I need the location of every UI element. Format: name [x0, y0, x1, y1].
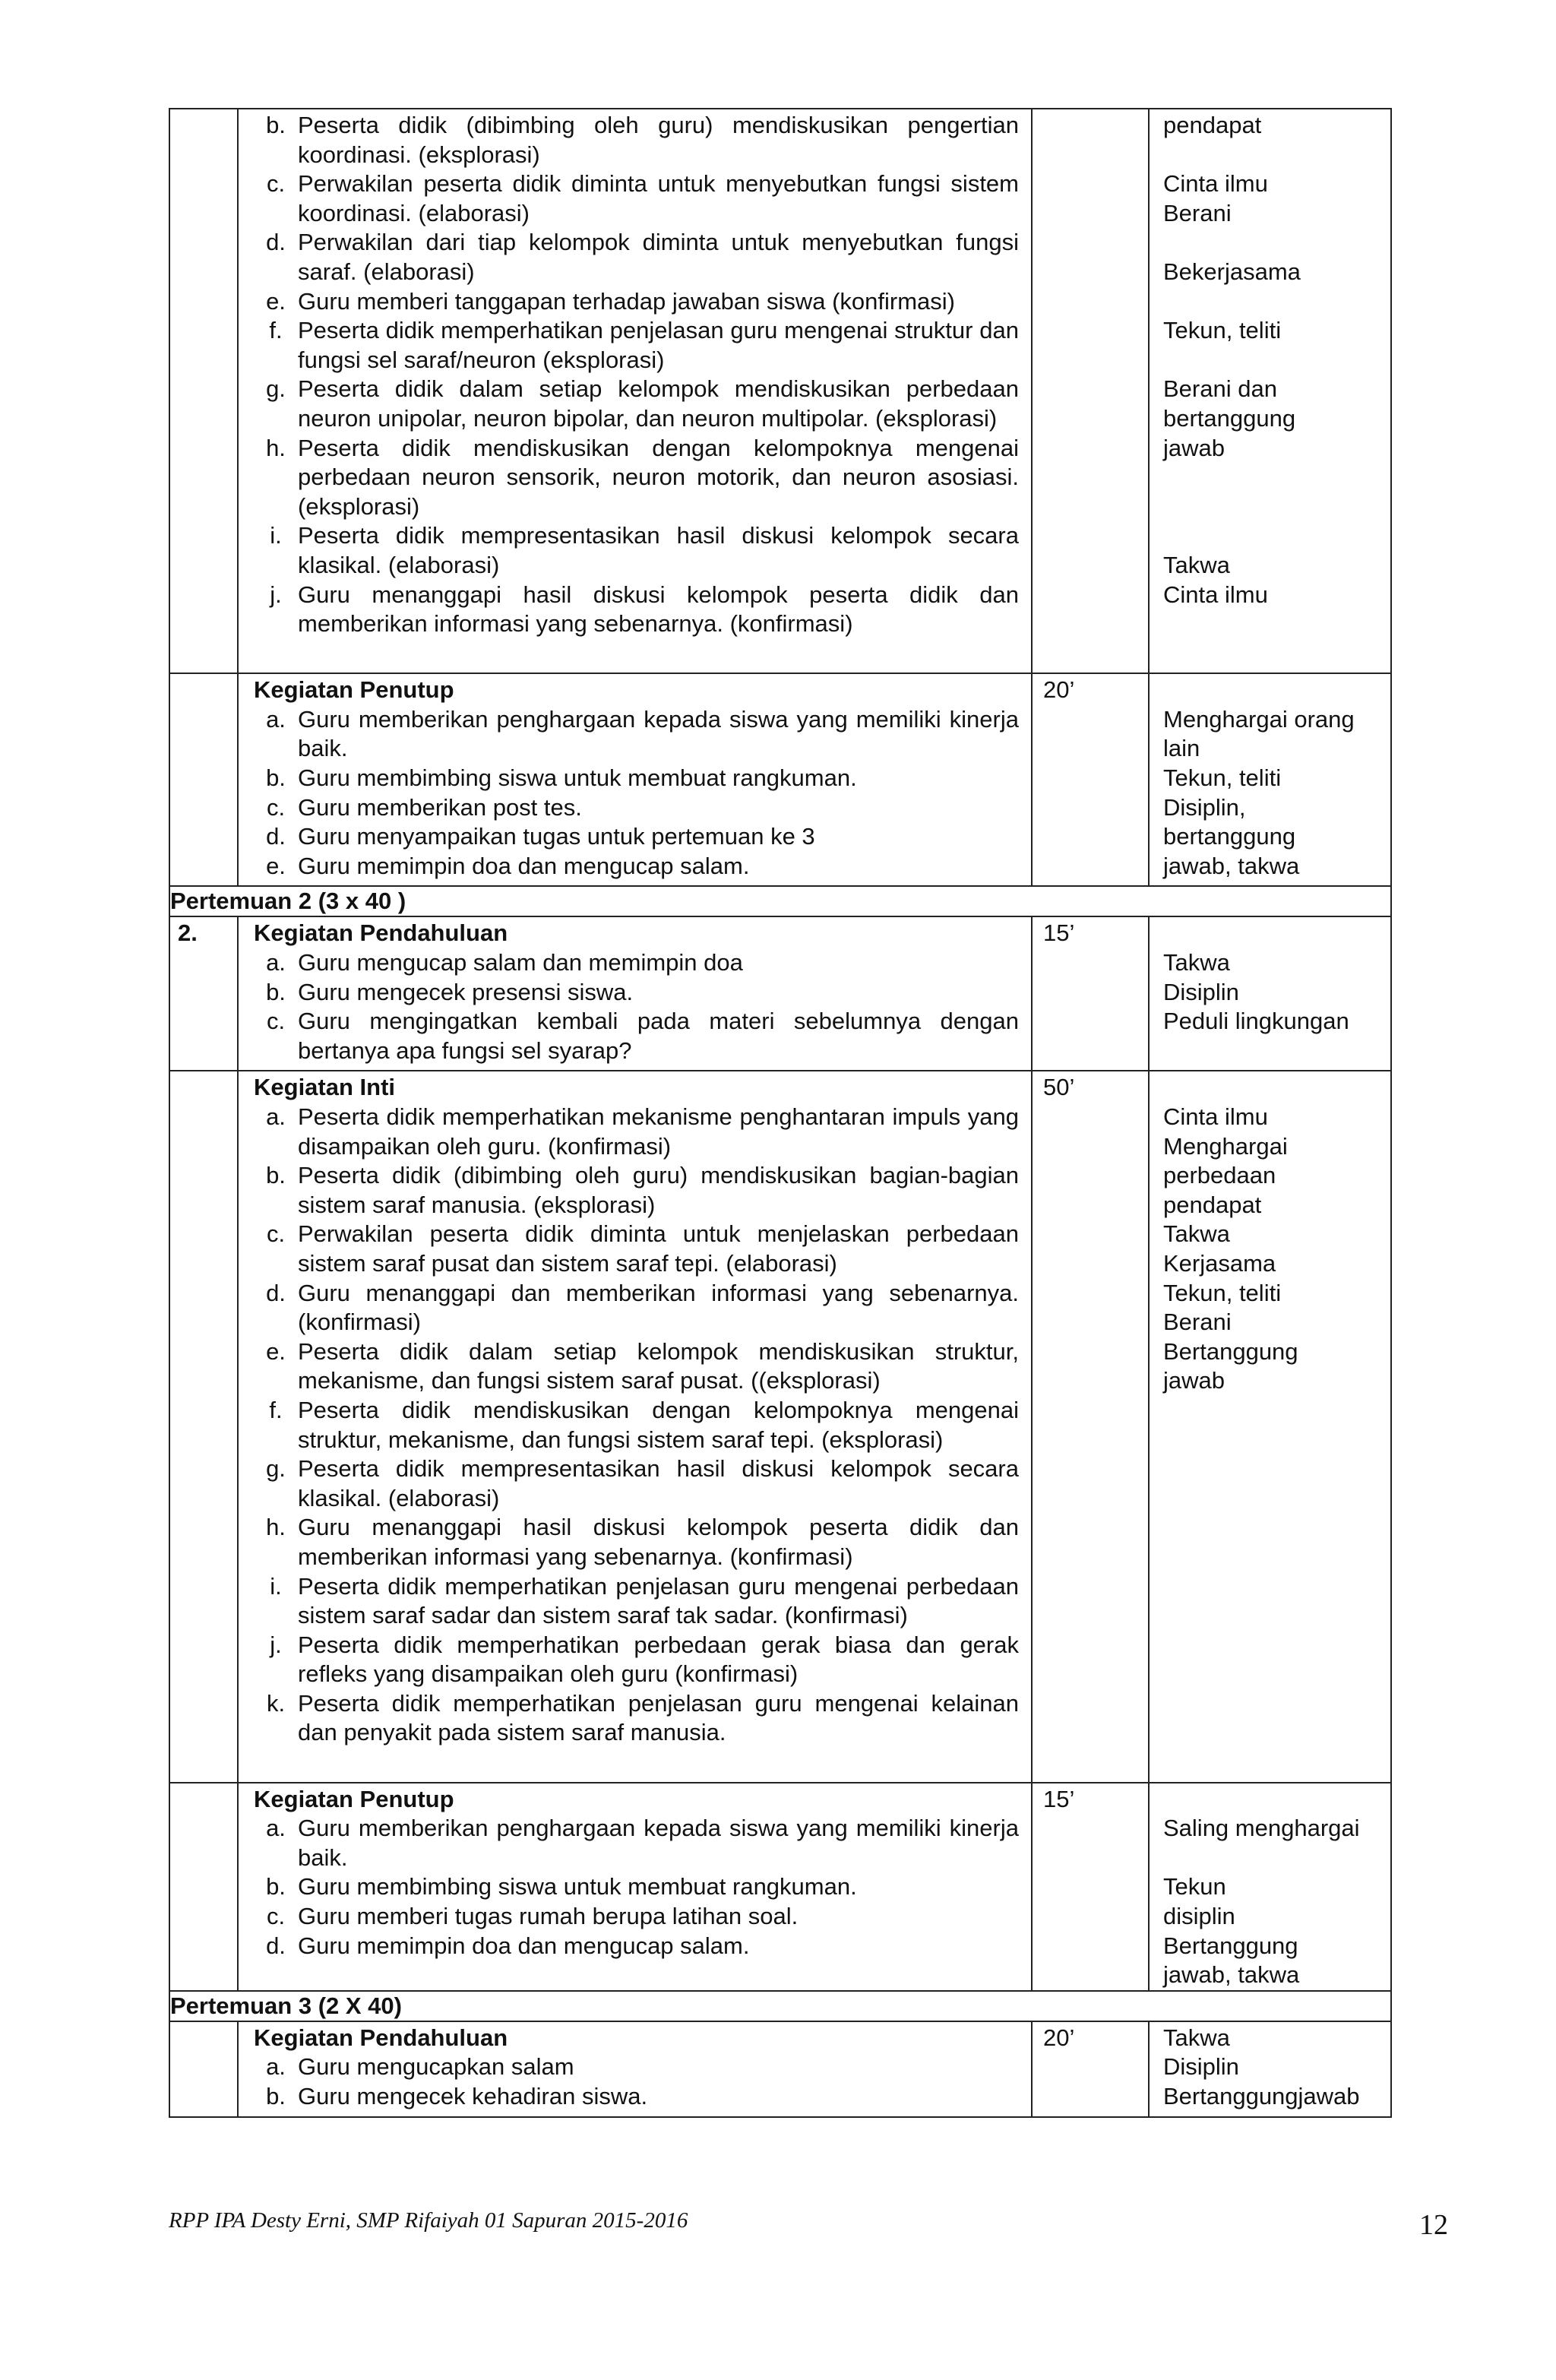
item-marker: a. — [266, 1103, 286, 1130]
time-cell — [1032, 109, 1149, 673]
character-values-cell — [1149, 109, 1391, 673]
item-text: Peserta didik dalam setiap kelompok mendiskusikan perbedaan neuron unipolar, neuron bipolar, dan neuron multipolar. (eksplorasi) — [298, 375, 1019, 432]
time-allocation — [1033, 109, 1148, 111]
activity-cell — [238, 916, 1032, 1071]
item-text: Guru memimpin doa dan mengucap salam. — [298, 1932, 750, 1959]
time-allocation: 20’ — [1043, 2024, 1075, 2051]
activity-title: Kegiatan Inti — [254, 1074, 396, 1101]
item-text: Guru menanggapi dan memberikan informasi yang sebenarnya. (konfirmasi) — [298, 1279, 1019, 1336]
item-marker: b. — [266, 764, 286, 792]
item-text: Peserta didik memperhatikan penjelasan guru mengenai perbedaan sistem saraf sadar dan sistem saraf tak sadar. (konfirmasi) — [298, 1572, 1019, 1629]
activity-item — [254, 581, 1019, 639]
activity-item — [254, 1513, 1019, 1571]
character-values-cell — [1149, 1783, 1391, 1991]
activity-item — [254, 1103, 1019, 1161]
item-text: Peserta didik memperhatikan perbedaan gerak biasa dan gerak refleks yang disampaikan oleh guru (konfirmasi) — [298, 1631, 1019, 1688]
item-text: Guru mengecek kehadiran siswa. — [298, 2083, 648, 2109]
item-text: Guru menanggapi hasil diskusi kelompok peserta didik dan memberikan informasi yang sebenarnya. (konfirmasi) — [298, 1514, 1019, 1570]
item-text: Guru membimbing siswa untuk membuat rangkuman. — [298, 1873, 857, 1901]
activity-cell — [238, 2021, 1032, 2117]
item-marker: e. — [266, 287, 286, 315]
activity-item — [254, 2082, 1019, 2112]
row-number — [170, 109, 237, 111]
item-text: Guru mengucapkan salam — [298, 2053, 574, 2081]
activity-item — [254, 793, 1019, 823]
item-marker: d. — [266, 229, 286, 256]
activity-cell — [238, 1071, 1032, 1782]
meeting-heading-row — [169, 886, 1391, 916]
item-marker: d. — [266, 1279, 286, 1306]
activity-content — [239, 1071, 1031, 1781]
activity-title: Kegiatan Penutup — [254, 1785, 454, 1812]
row-number — [170, 2022, 237, 2024]
activity-item — [254, 1279, 1019, 1337]
item-text: Guru mengucap salam dan memimpin doa — [298, 949, 743, 976]
activity-item — [254, 287, 1019, 317]
character-values: Takwa Disiplin Bertanggungjawab — [1163, 2024, 1360, 2109]
activity-content — [239, 1783, 1031, 1966]
meeting-heading-row — [169, 1991, 1391, 2021]
item-marker: j. — [270, 581, 282, 608]
activity-content — [239, 917, 1031, 1070]
item-text: Guru membimbing siswa untuk membuat rangkuman. — [298, 764, 857, 792]
item-text: Peserta didik mendiskusikan dengan kelompoknya mengenai perbedaan neuron sensorik, neuron motorik, dan neuron asosiasi. (eksplorasi) — [298, 434, 1019, 520]
activity-row — [169, 2021, 1391, 2117]
activity-title: Kegiatan Pendahuluan — [254, 2024, 508, 2051]
activity-title: Kegiatan Penutup — [254, 676, 454, 704]
time-cell — [1032, 673, 1149, 886]
item-marker: a. — [266, 2053, 286, 2081]
time-allocation: 15’ — [1043, 919, 1075, 947]
item-marker: c. — [266, 1008, 286, 1035]
activity-row — [169, 1071, 1391, 1782]
row-number-cell — [169, 1783, 238, 1991]
row-number — [170, 1783, 237, 1785]
character-values-cell — [1149, 1071, 1391, 1782]
time-cell — [1032, 1783, 1149, 1991]
row-number-cell — [169, 1071, 238, 1782]
activity-cell — [238, 1783, 1032, 1991]
activity-item — [254, 169, 1019, 228]
activity-item — [254, 1220, 1019, 1278]
activity-item — [254, 316, 1019, 375]
row-number-cell — [169, 109, 238, 673]
activity-content — [239, 674, 1031, 885]
item-marker: g. — [266, 1455, 286, 1483]
item-marker: b. — [266, 2083, 286, 2109]
activity-item — [254, 375, 1019, 433]
activity-item — [254, 978, 1019, 1008]
row-number-cell — [169, 673, 238, 886]
activity-item — [254, 521, 1019, 580]
row-number — [170, 674, 237, 676]
item-marker: j. — [270, 1631, 282, 1658]
time-allocation: 50’ — [1043, 1074, 1075, 1101]
item-marker: d. — [266, 1932, 286, 1959]
activity-item — [254, 852, 1019, 881]
item-marker: a. — [266, 1815, 286, 1842]
item-marker: b. — [266, 978, 286, 1005]
item-marker: c. — [266, 793, 286, 821]
activity-row — [169, 109, 1391, 673]
character-values-cell — [1149, 916, 1391, 1071]
item-text: Peserta didik memperhatikan mekanisme penghantaran impuls yang disampaikan oleh guru. (konfirmasi) — [298, 1103, 1019, 1160]
activity-item — [254, 1396, 1019, 1454]
activity-item — [254, 1689, 1019, 1748]
activity-content — [239, 109, 1031, 673]
activity-cell — [238, 673, 1032, 886]
meeting-heading: Pertemuan 3 (2 X 40) — [169, 1991, 1391, 2021]
activity-content — [239, 2022, 1031, 2116]
activity-item — [254, 1337, 1019, 1396]
item-text: Guru memberi tanggapan terhadap jawaban siswa (konfirmasi) — [298, 287, 955, 315]
item-marker: c. — [266, 170, 286, 198]
activity-item — [254, 1161, 1019, 1220]
item-marker: e. — [266, 852, 286, 879]
page-number: 12 — [1419, 2209, 1448, 2241]
character-values-cell — [1149, 2021, 1391, 2117]
activity-item — [254, 1872, 1019, 1902]
meeting-heading: Pertemuan 2 (3 x 40 ) — [169, 886, 1391, 916]
item-marker: f. — [269, 317, 283, 344]
item-text: Peserta didik mempresentasikan hasil diskusi kelompok secara klasikal. (elaborasi) — [298, 1455, 1019, 1511]
activity-item — [254, 822, 1019, 852]
item-marker: b. — [266, 1873, 286, 1901]
activity-item — [254, 1814, 1019, 1872]
item-text: Guru memberi tugas rumah berupa latihan soal. — [298, 1903, 799, 1930]
footer-text: RPP IPA Desty Erni, SMP Rifaiyah 01 Sapuran 2015-2016 — [169, 2208, 688, 2233]
activity-item — [254, 228, 1019, 286]
item-marker: a. — [266, 705, 286, 733]
item-text: Perwakilan peserta didik diminta untuk menyebutkan fungsi sistem koordinasi. (elaborasi) — [298, 170, 1019, 226]
activity-row — [169, 916, 1391, 1071]
activity-row — [169, 673, 1391, 886]
item-text: Peserta didik dalam setiap kelompok mendiskusikan struktur, mekanisme, dan fungsi sistem saraf pusat. ((eksplorasi) — [298, 1337, 1019, 1394]
row-number — [170, 1071, 237, 1073]
character-values: Takwa Disiplin Peduli lingkungan — [1163, 949, 1349, 1035]
character-values: pendapat Cinta ilmu Berani Bekerjasama Tekun, teliti Berani dan bertanggung jawab Takwa Cinta ilmu — [1163, 112, 1301, 608]
character-values: Cinta ilmu Menghargai perbedaan pendapat Takwa Kerjasama Tekun, teliti Berani Bertanggung jawab — [1163, 1103, 1298, 1394]
item-marker: c. — [266, 1220, 286, 1248]
item-text: Peserta didik memperhatikan penjelasan guru mengenai kelainan dan penyakit pada sistem saraf manusia. — [298, 1689, 1019, 1746]
activity-item — [254, 1932, 1019, 1961]
lesson-plan-table-body — [169, 109, 1391, 2117]
item-marker: e. — [266, 1337, 286, 1365]
item-marker: b. — [266, 112, 286, 138]
character-values: Saling menghargai Tekun disiplin Bertanggung jawab, takwa — [1163, 1815, 1360, 1989]
item-marker: i. — [270, 1572, 282, 1600]
time-cell — [1032, 2021, 1149, 2117]
character-values: Menghargai orang lain Tekun, teliti Disiplin, bertanggung jawab, takwa — [1163, 705, 1355, 879]
item-marker: f. — [269, 1396, 283, 1423]
activity-item — [254, 705, 1019, 764]
item-text: Guru mengecek presensi siswa. — [298, 978, 634, 1005]
spacer — [254, 1748, 1019, 1777]
item-text: Guru memberikan penghargaan kepada siswa yang memiliki kinerja baik. — [298, 705, 1019, 762]
item-text: Guru menyampaikan tugas untuk pertemuan ke 3 — [298, 823, 815, 850]
item-text: Peserta didik mendiskusikan dengan kelompoknya mengenai struktur, mekanisme, dan fungsi sistem saraf tepi. (eksplorasi) — [298, 1396, 1019, 1453]
item-text: Peserta didik mempresentasikan hasil diskusi kelompok secara klasikal. (elaborasi) — [298, 522, 1019, 578]
row-number-cell — [169, 2021, 238, 2117]
row-number-cell — [169, 916, 238, 1071]
activity-cell — [238, 109, 1032, 673]
activity-item — [254, 1631, 1019, 1689]
time-cell — [1032, 916, 1149, 1071]
item-marker: a. — [266, 949, 286, 976]
item-text: Guru menanggapi hasil diskusi kelompok peserta didik dan memberikan informasi yang sebenarnya. (konfirmasi) — [298, 581, 1019, 638]
item-marker: h. — [266, 1514, 286, 1541]
row-number: 2. — [178, 919, 198, 947]
item-text: Peserta didik (dibimbing oleh guru) mendiskusikan bagian-bagian sistem saraf manusia. (eksplorasi) — [298, 1162, 1019, 1218]
activity-item — [254, 434, 1019, 522]
item-marker: b. — [266, 1162, 286, 1189]
item-marker: g. — [266, 375, 286, 403]
item-text: Perwakilan peserta didik diminta untuk menjelaskan perbedaan sistem saraf pusat dan sistem saraf tepi. (elaborasi) — [298, 1220, 1019, 1277]
item-marker: i. — [270, 522, 282, 549]
activity-item — [254, 948, 1019, 978]
activity-title: Kegiatan Pendahuluan — [254, 919, 508, 947]
lesson-plan-table — [169, 108, 1392, 2118]
activity-item — [254, 2052, 1019, 2082]
spacer — [254, 639, 1019, 669]
item-text: Guru memimpin doa dan mengucap salam. — [298, 852, 750, 879]
item-text: Guru mengingatkan kembali pada materi sebelumnya dengan bertanya apa fungsi sel syarap? — [298, 1008, 1019, 1064]
activity-row — [169, 1783, 1391, 1991]
time-cell — [1032, 1071, 1149, 1782]
time-allocation: 15’ — [1043, 1785, 1075, 1812]
activity-item — [254, 1007, 1019, 1065]
activity-item — [254, 1572, 1019, 1631]
item-text: Perwakilan dari tiap kelompok diminta untuk menyebutkan fungsi saraf. (elaborasi) — [298, 229, 1019, 285]
activity-item — [254, 1902, 1019, 1932]
item-text: Guru memberikan penghargaan kepada siswa yang memiliki kinerja baik. — [298, 1815, 1019, 1871]
item-marker: d. — [266, 823, 286, 850]
item-text: Guru memberikan post tes. — [298, 793, 582, 821]
activity-item — [254, 764, 1019, 793]
activity-item — [254, 111, 1019, 169]
character-values-cell — [1149, 673, 1391, 886]
time-allocation: 20’ — [1043, 676, 1075, 704]
item-marker: c. — [266, 1903, 286, 1930]
activity-item — [254, 1454, 1019, 1513]
item-text: Peserta didik (dibimbing oleh guru) mendiskusikan pengertian koordinasi. (eksplorasi) — [298, 112, 1019, 168]
item-marker: k. — [266, 1689, 286, 1717]
item-text: Peserta didik memperhatikan penjelasan guru mengenai struktur dan fungsi sel saraf/neuron (eksplorasi) — [298, 317, 1019, 373]
item-marker: h. — [266, 434, 286, 461]
